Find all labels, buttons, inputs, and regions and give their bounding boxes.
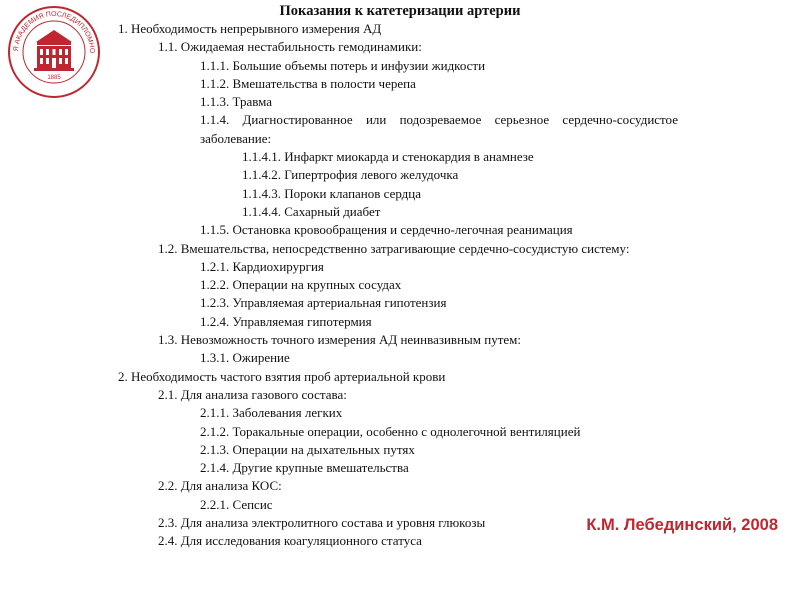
logo-ring-text: Я АКАДЕМИЯ ПОСЛЕДИПЛОМНО <box>12 10 96 54</box>
list-item: 1.2.2. Операции на крупных сосудах <box>200 277 402 293</box>
list-item: 1.1.1. Большие объемы потерь и инфузии жидкости <box>200 57 486 73</box>
list-item: 2.3. Для анализа электролитного состава и уровня глюкозы <box>158 515 486 531</box>
list-item: 1. Необходимость непрерывного измерения АД <box>118 21 382 36</box>
list-item: 1.2.4. Управляемая гипотермия <box>200 313 372 329</box>
list-item: 1.1.5. Остановка кровообращения и сердечно-легочная реанимация <box>200 222 573 238</box>
list-item: 2.1.4. Другие крупные вмешательства <box>200 460 409 476</box>
list-item: 2.1. Для анализа газового состава: <box>158 386 347 402</box>
list-item: 2.2.1. Сепсис <box>200 496 273 512</box>
list-item: 1.1.4. Диагностированное или подозреваемое серьезное сердечно-сосудистое заболевание: <box>200 112 678 146</box>
slide-title: Показания к катетеризации артерии <box>279 3 521 19</box>
list-item: 1.1. Ожидаемая нестабильность гемодинамики: <box>158 39 422 55</box>
list-item: 1.1.4.3. Пороки клапанов сердца <box>242 185 422 201</box>
academy-seal-icon <box>6 4 102 100</box>
list-item: 1.2.1. Кардиохирургия <box>200 258 324 274</box>
author-citation: К.М. Лебединский, 2008 <box>586 516 778 534</box>
list-item: 2.2. Для анализа КОС: <box>158 478 282 494</box>
list-item: 1.1.4.2. Гипертрофия левого желудочка <box>242 167 459 183</box>
list-item: 2.1.1. Заболевания легких <box>200 405 343 421</box>
academy-logo <box>6 4 102 100</box>
list-item: 1.2. Вмешательства, непосредственно затрагивающие сердечно-сосудистую систему: <box>158 240 630 256</box>
list-item: 2. Необходимость частого взятия проб артериальной крови <box>118 368 446 384</box>
list-item: 1.1.4.4. Сахарный диабет <box>242 203 381 219</box>
list-item: 1.3.1. Ожирение <box>200 350 290 366</box>
indications-list <box>118 20 678 551</box>
list-item: 2.1.2. Торакальные операции, особенно с однолегочной вентиляцией <box>200 423 581 439</box>
logo-year: 1885 <box>47 75 61 81</box>
list-item: 2.1.3. Операции на дыхательных путях <box>200 441 415 457</box>
list-item: 2.4. Для исследования коагуляционного статуса <box>158 533 422 549</box>
list-item: 1.1.2. Вмешательства в полости черепа <box>200 75 416 91</box>
list-item: 1.2.3. Управляемая артериальная гипотензия <box>200 295 447 311</box>
list-item: 1.3. Невозможность точного измерения АД неинвазивным путем: <box>158 332 521 348</box>
list-item: 1.1.4.1. Инфаркт миокарда и стенокардия в анамнезе <box>242 149 534 165</box>
list-item: 1.1.3. Травма <box>200 94 273 110</box>
